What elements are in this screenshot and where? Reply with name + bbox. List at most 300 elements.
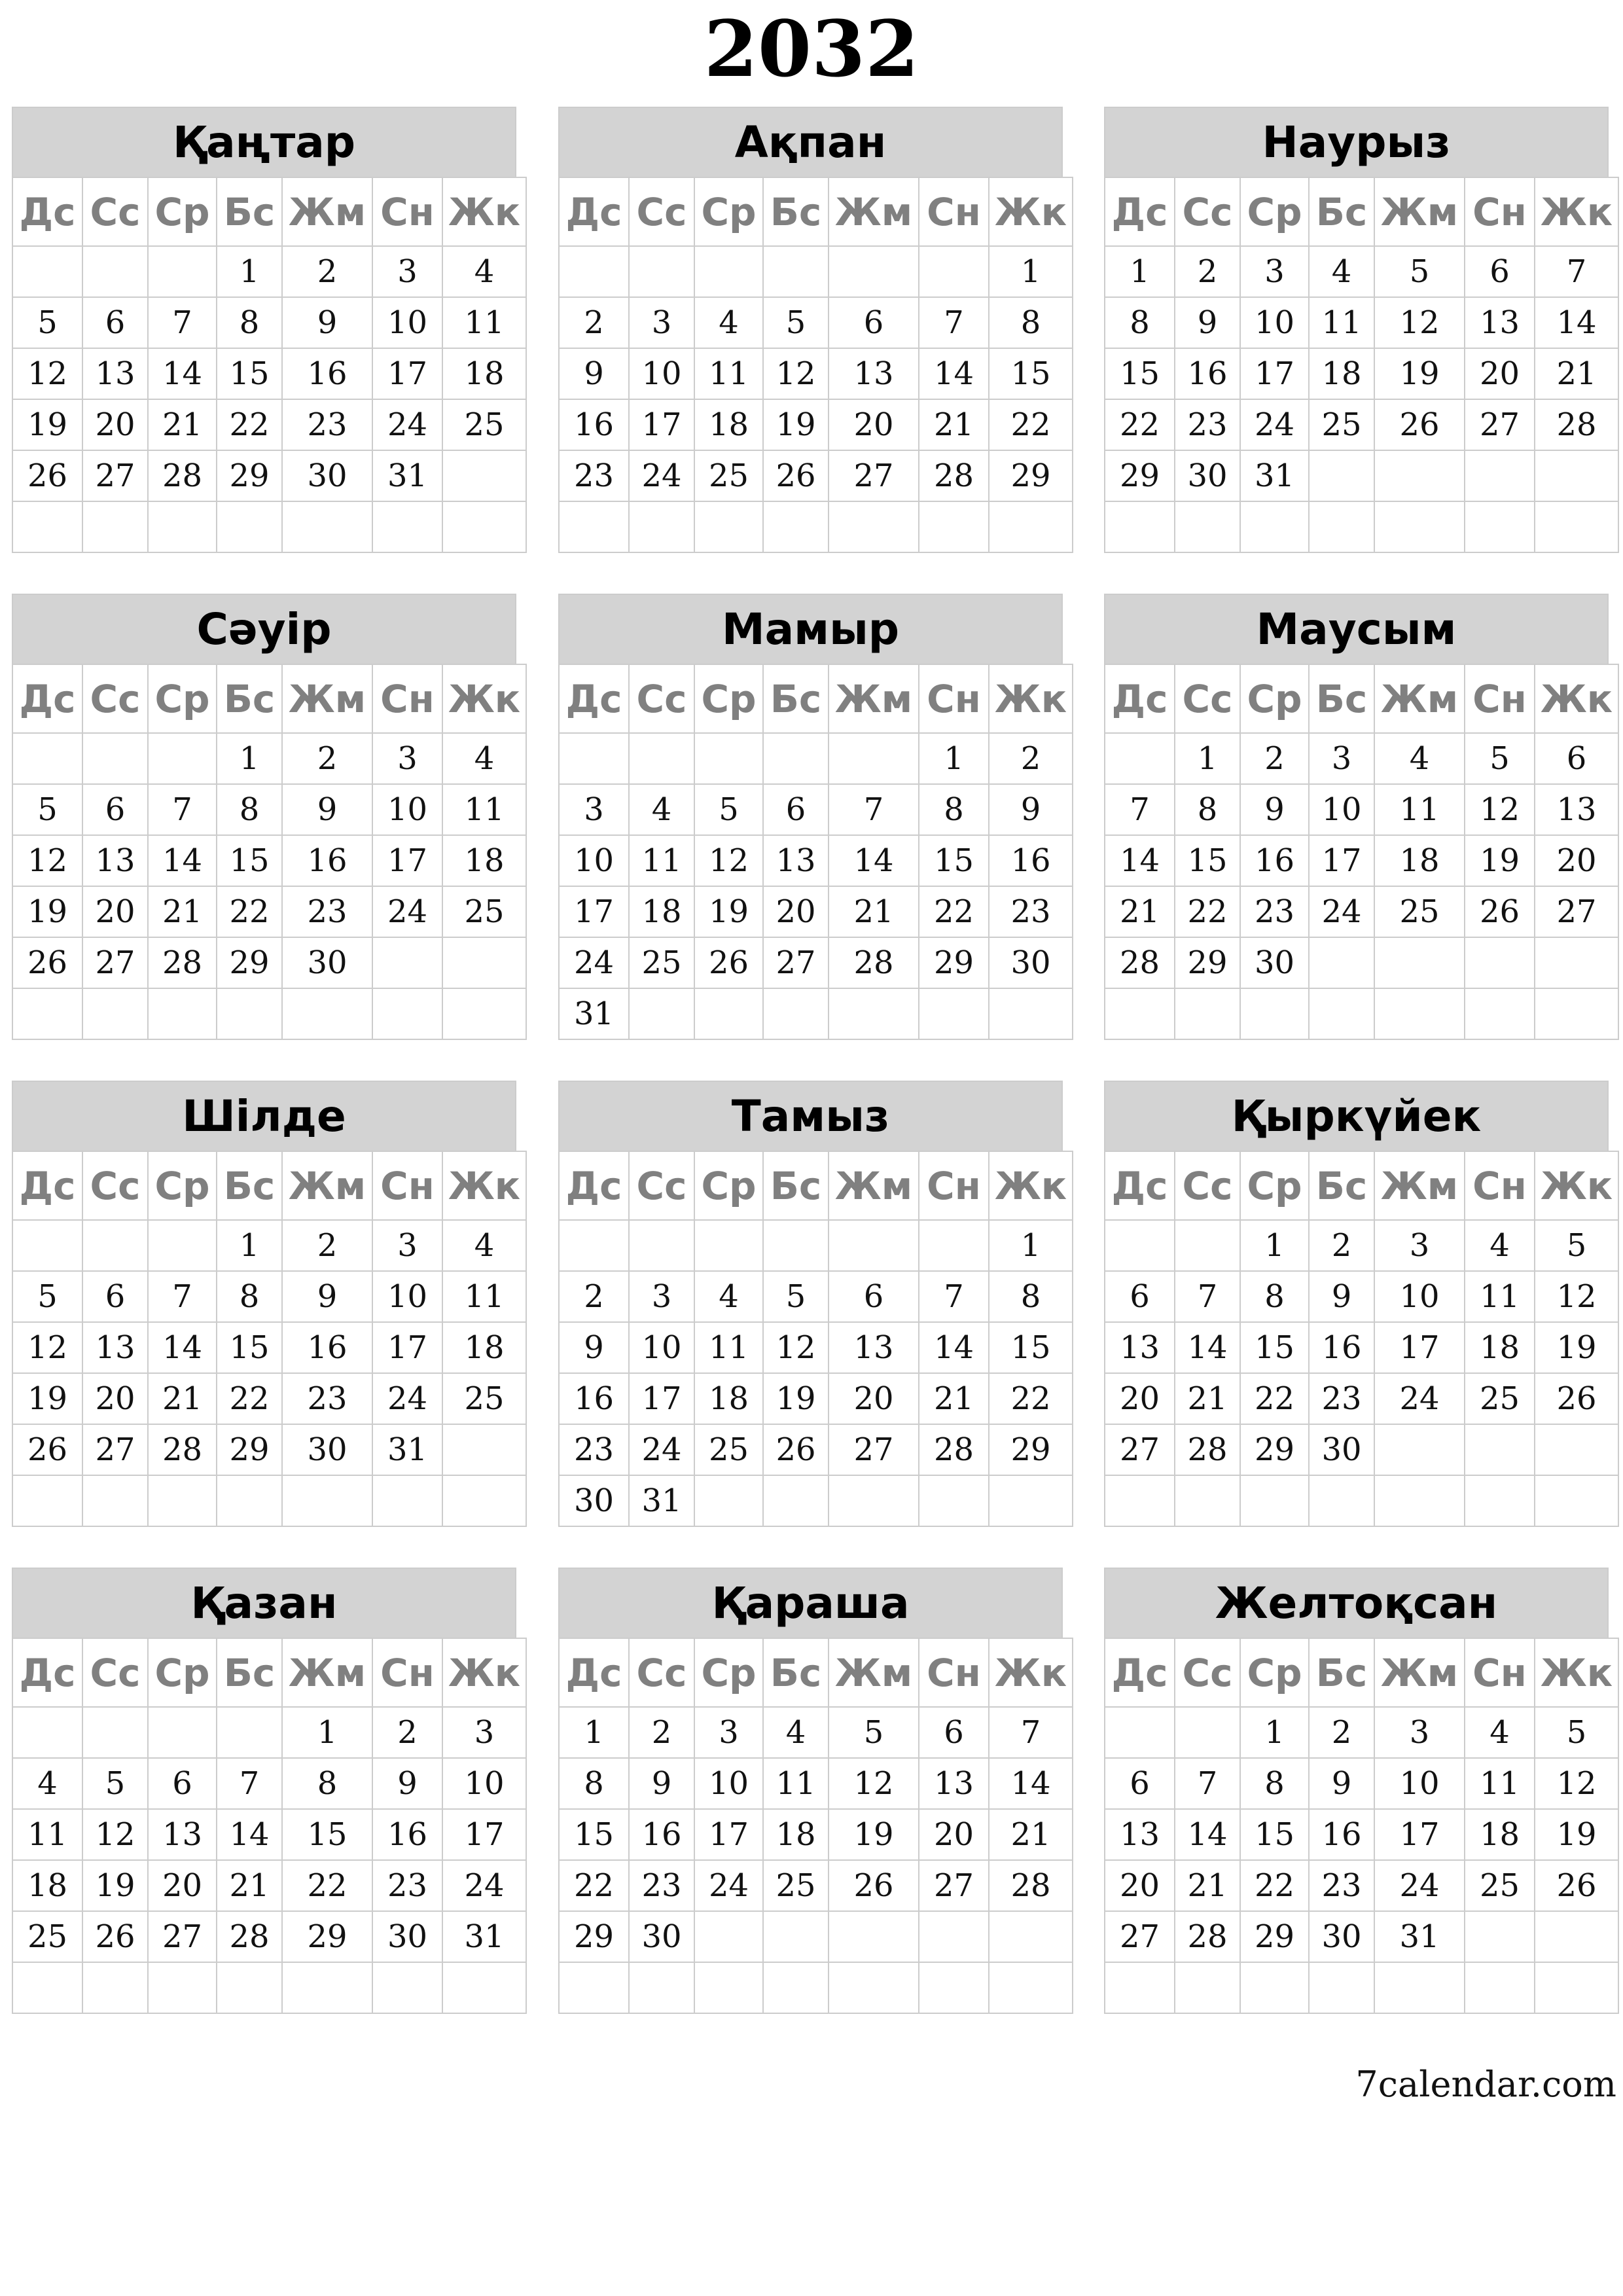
day-cell: 18 bbox=[1374, 835, 1465, 886]
day-cell: 11 bbox=[763, 1758, 829, 1809]
weekday-label: Ср bbox=[694, 1638, 763, 1707]
day-cell bbox=[763, 1220, 829, 1271]
day-cell: 11 bbox=[1309, 297, 1374, 348]
day-cell: 16 bbox=[282, 348, 372, 399]
day-cell: 3 bbox=[1374, 1220, 1465, 1271]
weekday-label: Дс bbox=[559, 1151, 629, 1220]
day-cell: 20 bbox=[1105, 1860, 1175, 1911]
day-cell: 19 bbox=[12, 886, 82, 937]
month-card bbox=[12, 107, 521, 553]
week-row bbox=[1105, 1271, 1618, 1322]
day-cell bbox=[282, 1962, 372, 2013]
day-cell: 2 bbox=[1240, 733, 1309, 784]
weekday-label: Бс bbox=[1309, 664, 1374, 733]
weekday-label: Ср bbox=[1240, 177, 1309, 246]
day-cell: 4 bbox=[629, 784, 694, 835]
day-cell: 11 bbox=[442, 1271, 526, 1322]
day-cell: 19 bbox=[829, 1809, 919, 1860]
week-row bbox=[1105, 501, 1618, 552]
day-cell bbox=[694, 1475, 763, 1526]
day-cell: 22 bbox=[1175, 886, 1240, 937]
week-row bbox=[12, 297, 526, 348]
day-cell bbox=[919, 246, 989, 297]
day-cell: 31 bbox=[559, 988, 629, 1039]
weekday-label: Дс bbox=[1105, 664, 1175, 733]
day-cell bbox=[12, 501, 82, 552]
day-cell: 30 bbox=[282, 450, 372, 501]
weekday-label: Сн bbox=[372, 664, 442, 733]
day-cell bbox=[82, 733, 148, 784]
day-cell: 17 bbox=[372, 1322, 442, 1373]
day-cell bbox=[1465, 1962, 1535, 2013]
day-cell: 2 bbox=[629, 1707, 694, 1758]
day-cell: 27 bbox=[829, 450, 919, 501]
day-cell: 14 bbox=[148, 348, 217, 399]
day-cell: 26 bbox=[1535, 1373, 1618, 1424]
weekday-label: Ср bbox=[694, 177, 763, 246]
day-cell: 25 bbox=[629, 937, 694, 988]
day-cell: 23 bbox=[629, 1860, 694, 1911]
day-cell bbox=[694, 1911, 763, 1962]
weekday-label: Жм bbox=[829, 177, 919, 246]
day-cell: 21 bbox=[919, 1373, 989, 1424]
month-grid bbox=[1104, 1151, 1619, 1527]
month-grid bbox=[12, 1151, 527, 1527]
day-cell: 17 bbox=[442, 1809, 526, 1860]
day-cell bbox=[763, 246, 829, 297]
day-cell bbox=[82, 501, 148, 552]
day-cell: 31 bbox=[1240, 450, 1309, 501]
week-row bbox=[1105, 1424, 1618, 1475]
day-cell: 25 bbox=[12, 1911, 82, 1962]
day-cell: 20 bbox=[829, 1373, 919, 1424]
month-grid bbox=[558, 1638, 1073, 2014]
day-cell bbox=[442, 937, 526, 988]
day-cell bbox=[12, 246, 82, 297]
day-cell: 12 bbox=[1465, 784, 1535, 835]
weekday-label: Бс bbox=[217, 1638, 282, 1707]
day-cell: 21 bbox=[1105, 886, 1175, 937]
weekday-label: Сс bbox=[82, 1638, 148, 1707]
week-row bbox=[559, 1707, 1073, 1758]
day-cell bbox=[1105, 1475, 1175, 1526]
week-row bbox=[1105, 246, 1618, 297]
day-cell: 18 bbox=[629, 886, 694, 937]
day-cell: 29 bbox=[217, 450, 282, 501]
day-cell bbox=[372, 988, 442, 1039]
day-cell: 18 bbox=[442, 835, 526, 886]
day-cell: 9 bbox=[282, 297, 372, 348]
day-cell bbox=[989, 501, 1073, 552]
day-cell: 22 bbox=[217, 399, 282, 450]
day-cell: 6 bbox=[763, 784, 829, 835]
month-grid bbox=[1104, 1638, 1619, 2014]
day-cell bbox=[694, 1220, 763, 1271]
day-cell bbox=[989, 1475, 1073, 1526]
day-cell: 11 bbox=[694, 348, 763, 399]
day-cell: 9 bbox=[559, 1322, 629, 1373]
day-cell: 8 bbox=[282, 1758, 372, 1809]
day-cell: 12 bbox=[694, 835, 763, 886]
day-cell: 28 bbox=[148, 937, 217, 988]
day-cell bbox=[1535, 1911, 1618, 1962]
day-cell: 9 bbox=[282, 784, 372, 835]
day-cell: 12 bbox=[12, 348, 82, 399]
day-cell: 9 bbox=[629, 1758, 694, 1809]
day-cell bbox=[442, 988, 526, 1039]
day-cell: 15 bbox=[989, 1322, 1073, 1373]
day-cell: 15 bbox=[217, 835, 282, 886]
day-cell bbox=[82, 1962, 148, 2013]
day-cell: 20 bbox=[82, 399, 148, 450]
day-cell: 31 bbox=[372, 450, 442, 501]
day-cell: 29 bbox=[217, 937, 282, 988]
weekday-header-row bbox=[559, 664, 1073, 733]
day-cell: 30 bbox=[1240, 937, 1309, 988]
weekday-label: Жк bbox=[1535, 177, 1618, 246]
day-cell: 23 bbox=[559, 450, 629, 501]
day-cell: 29 bbox=[919, 937, 989, 988]
week-row bbox=[559, 1860, 1073, 1911]
weekday-label: Сн bbox=[919, 1638, 989, 1707]
week-row bbox=[12, 784, 526, 835]
day-cell: 10 bbox=[1374, 1758, 1465, 1809]
day-cell: 2 bbox=[989, 733, 1073, 784]
day-cell: 20 bbox=[919, 1809, 989, 1860]
day-cell: 28 bbox=[919, 450, 989, 501]
day-cell: 13 bbox=[148, 1809, 217, 1860]
day-cell: 10 bbox=[1240, 297, 1309, 348]
day-cell bbox=[919, 1220, 989, 1271]
day-cell: 28 bbox=[829, 937, 919, 988]
day-cell: 10 bbox=[629, 1322, 694, 1373]
day-cell: 14 bbox=[829, 835, 919, 886]
day-cell bbox=[559, 1220, 629, 1271]
day-cell: 10 bbox=[372, 1271, 442, 1322]
day-cell bbox=[919, 1911, 989, 1962]
day-cell: 22 bbox=[217, 886, 282, 937]
day-cell: 1 bbox=[1175, 733, 1240, 784]
day-cell: 17 bbox=[1374, 1322, 1465, 1373]
week-row bbox=[12, 1271, 526, 1322]
day-cell bbox=[1374, 450, 1465, 501]
day-cell: 4 bbox=[694, 297, 763, 348]
day-cell: 22 bbox=[1240, 1373, 1309, 1424]
day-cell bbox=[282, 501, 372, 552]
day-cell: 7 bbox=[148, 1271, 217, 1322]
week-row bbox=[12, 835, 526, 886]
day-cell: 13 bbox=[82, 348, 148, 399]
weekday-label: Жм bbox=[1374, 1151, 1465, 1220]
day-cell: 14 bbox=[148, 1322, 217, 1373]
day-cell: 16 bbox=[282, 1322, 372, 1373]
day-cell: 5 bbox=[763, 297, 829, 348]
day-cell: 23 bbox=[282, 1373, 372, 1424]
weekday-label: Жм bbox=[1374, 177, 1465, 246]
day-cell: 13 bbox=[82, 1322, 148, 1373]
week-row bbox=[559, 988, 1073, 1039]
weekday-label: Жк bbox=[1535, 1151, 1618, 1220]
day-cell bbox=[442, 450, 526, 501]
day-cell: 2 bbox=[282, 246, 372, 297]
weekday-label: Жм bbox=[1374, 664, 1465, 733]
day-cell: 7 bbox=[1105, 784, 1175, 835]
day-cell: 12 bbox=[763, 348, 829, 399]
day-cell: 19 bbox=[1535, 1322, 1618, 1373]
day-cell: 8 bbox=[1240, 1271, 1309, 1322]
day-cell: 17 bbox=[559, 886, 629, 937]
day-cell: 27 bbox=[1535, 886, 1618, 937]
weekday-label: Бс bbox=[763, 1151, 829, 1220]
week-row bbox=[12, 1373, 526, 1424]
day-cell: 16 bbox=[1309, 1322, 1374, 1373]
week-row bbox=[559, 1809, 1073, 1860]
weekday-label: Бс bbox=[1309, 177, 1374, 246]
day-cell: 5 bbox=[1374, 246, 1465, 297]
day-cell: 24 bbox=[372, 886, 442, 937]
day-cell: 20 bbox=[1105, 1373, 1175, 1424]
day-cell bbox=[829, 1962, 919, 2013]
day-cell: 24 bbox=[694, 1860, 763, 1911]
day-cell: 10 bbox=[1374, 1271, 1465, 1322]
day-cell: 2 bbox=[282, 733, 372, 784]
weekday-label: Жм bbox=[282, 1151, 372, 1220]
day-cell: 4 bbox=[694, 1271, 763, 1322]
day-cell bbox=[1105, 733, 1175, 784]
weekday-label: Сн bbox=[1465, 177, 1535, 246]
day-cell: 15 bbox=[217, 1322, 282, 1373]
day-cell bbox=[829, 246, 919, 297]
day-cell: 29 bbox=[1240, 1424, 1309, 1475]
day-cell: 16 bbox=[989, 835, 1073, 886]
day-cell bbox=[1465, 1475, 1535, 1526]
day-cell: 18 bbox=[1465, 1322, 1535, 1373]
day-cell: 30 bbox=[282, 1424, 372, 1475]
day-cell: 3 bbox=[629, 1271, 694, 1322]
day-cell: 6 bbox=[82, 1271, 148, 1322]
month-card bbox=[12, 1081, 521, 1527]
day-cell: 11 bbox=[442, 784, 526, 835]
week-row bbox=[12, 1860, 526, 1911]
day-cell bbox=[989, 988, 1073, 1039]
day-cell bbox=[919, 988, 989, 1039]
day-cell: 19 bbox=[763, 399, 829, 450]
day-cell: 6 bbox=[82, 784, 148, 835]
day-cell: 15 bbox=[989, 348, 1073, 399]
month-grid bbox=[12, 1638, 527, 2014]
month-card bbox=[558, 1568, 1067, 2014]
week-row bbox=[559, 937, 1073, 988]
day-cell: 1 bbox=[1240, 1220, 1309, 1271]
weekday-label: Жм bbox=[829, 1638, 919, 1707]
weekday-label: Сс bbox=[629, 177, 694, 246]
day-cell: 15 bbox=[559, 1809, 629, 1860]
day-cell: 3 bbox=[1374, 1707, 1465, 1758]
day-cell: 21 bbox=[148, 886, 217, 937]
day-cell: 3 bbox=[372, 1220, 442, 1271]
weekday-label: Сн bbox=[1465, 1638, 1535, 1707]
day-cell: 25 bbox=[763, 1860, 829, 1911]
day-cell: 12 bbox=[12, 1322, 82, 1373]
day-cell: 1 bbox=[989, 1220, 1073, 1271]
day-cell: 18 bbox=[442, 348, 526, 399]
day-cell bbox=[559, 1962, 629, 2013]
day-cell bbox=[217, 1962, 282, 2013]
day-cell: 26 bbox=[1374, 399, 1465, 450]
day-cell bbox=[148, 1707, 217, 1758]
week-row bbox=[1105, 784, 1618, 835]
day-cell bbox=[372, 501, 442, 552]
day-cell: 3 bbox=[1240, 246, 1309, 297]
day-cell bbox=[1309, 988, 1374, 1039]
month-name: Сәуір bbox=[12, 594, 516, 664]
day-cell: 18 bbox=[694, 399, 763, 450]
month-name: Қазан bbox=[12, 1568, 516, 1638]
day-cell: 3 bbox=[694, 1707, 763, 1758]
day-cell: 18 bbox=[694, 1373, 763, 1424]
week-row bbox=[12, 399, 526, 450]
weekday-header-row bbox=[12, 1638, 526, 1707]
day-cell: 9 bbox=[1175, 297, 1240, 348]
month-grid bbox=[12, 177, 527, 553]
week-row bbox=[12, 1322, 526, 1373]
weekday-label: Дс bbox=[559, 664, 629, 733]
day-cell bbox=[282, 1475, 372, 1526]
weekday-label: Сс bbox=[1175, 1638, 1240, 1707]
day-cell: 26 bbox=[12, 1424, 82, 1475]
month-grid bbox=[558, 1151, 1073, 1527]
day-cell bbox=[372, 1475, 442, 1526]
day-cell: 20 bbox=[1465, 348, 1535, 399]
weekday-label: Дс bbox=[559, 177, 629, 246]
day-cell: 26 bbox=[694, 937, 763, 988]
week-row bbox=[559, 1911, 1073, 1962]
day-cell: 30 bbox=[372, 1911, 442, 1962]
day-cell: 4 bbox=[1374, 733, 1465, 784]
week-row bbox=[1105, 399, 1618, 450]
day-cell bbox=[442, 1475, 526, 1526]
day-cell: 31 bbox=[1374, 1911, 1465, 1962]
day-cell bbox=[1105, 988, 1175, 1039]
day-cell bbox=[629, 246, 694, 297]
month-name: Ақпан bbox=[558, 107, 1063, 177]
weekday-label: Сн bbox=[372, 1638, 442, 1707]
day-cell: 11 bbox=[442, 297, 526, 348]
week-row bbox=[1105, 1220, 1618, 1271]
week-row bbox=[12, 450, 526, 501]
weekday-label: Ср bbox=[1240, 664, 1309, 733]
week-row bbox=[1105, 835, 1618, 886]
day-cell: 23 bbox=[282, 399, 372, 450]
day-cell bbox=[1175, 1220, 1240, 1271]
day-cell: 27 bbox=[148, 1911, 217, 1962]
weekday-label: Сн bbox=[1465, 1151, 1535, 1220]
month-card bbox=[12, 594, 521, 1040]
weekday-label: Жм bbox=[1374, 1638, 1465, 1707]
day-cell bbox=[763, 501, 829, 552]
month-grid bbox=[558, 664, 1073, 1040]
week-row bbox=[559, 246, 1073, 297]
day-cell: 8 bbox=[989, 297, 1073, 348]
day-cell: 21 bbox=[1175, 1860, 1240, 1911]
day-cell: 6 bbox=[82, 297, 148, 348]
day-cell: 17 bbox=[372, 835, 442, 886]
day-cell: 8 bbox=[217, 297, 282, 348]
month-name: Наурыз bbox=[1104, 107, 1609, 177]
day-cell: 27 bbox=[82, 450, 148, 501]
day-cell bbox=[1240, 1962, 1309, 2013]
day-cell: 9 bbox=[559, 348, 629, 399]
week-row bbox=[559, 297, 1073, 348]
day-cell: 24 bbox=[372, 1373, 442, 1424]
day-cell bbox=[694, 501, 763, 552]
day-cell bbox=[1105, 501, 1175, 552]
day-cell: 5 bbox=[1535, 1220, 1618, 1271]
day-cell bbox=[1374, 501, 1465, 552]
day-cell: 7 bbox=[217, 1758, 282, 1809]
week-row bbox=[559, 1962, 1073, 2013]
weekday-label: Сн bbox=[919, 664, 989, 733]
day-cell: 17 bbox=[1374, 1809, 1465, 1860]
day-cell bbox=[1309, 937, 1374, 988]
day-cell: 12 bbox=[1374, 297, 1465, 348]
day-cell bbox=[442, 501, 526, 552]
week-row bbox=[559, 399, 1073, 450]
day-cell: 26 bbox=[12, 450, 82, 501]
week-row bbox=[12, 348, 526, 399]
weekday-label: Жк bbox=[442, 1151, 526, 1220]
day-cell: 17 bbox=[694, 1809, 763, 1860]
day-cell bbox=[1535, 450, 1618, 501]
weekday-label: Ср bbox=[694, 664, 763, 733]
day-cell: 21 bbox=[217, 1860, 282, 1911]
month-grid bbox=[12, 664, 527, 1040]
day-cell: 29 bbox=[282, 1911, 372, 1962]
day-cell: 13 bbox=[919, 1758, 989, 1809]
month-card bbox=[1104, 594, 1613, 1040]
day-cell: 12 bbox=[829, 1758, 919, 1809]
day-cell: 2 bbox=[559, 297, 629, 348]
day-cell: 25 bbox=[1309, 399, 1374, 450]
weekday-header-row bbox=[559, 1151, 1073, 1220]
weekday-label: Сн bbox=[372, 177, 442, 246]
month-card bbox=[558, 594, 1067, 1040]
day-cell bbox=[148, 733, 217, 784]
day-cell: 22 bbox=[217, 1373, 282, 1424]
day-cell: 20 bbox=[148, 1860, 217, 1911]
day-cell: 18 bbox=[763, 1809, 829, 1860]
day-cell: 4 bbox=[763, 1707, 829, 1758]
day-cell: 27 bbox=[82, 1424, 148, 1475]
week-row bbox=[12, 937, 526, 988]
day-cell: 7 bbox=[148, 784, 217, 835]
day-cell: 9 bbox=[372, 1758, 442, 1809]
week-row bbox=[12, 501, 526, 552]
weekday-label: Сс bbox=[1175, 177, 1240, 246]
day-cell: 4 bbox=[1465, 1220, 1535, 1271]
weekday-label: Сн bbox=[919, 1151, 989, 1220]
weekday-label: Сс bbox=[629, 1638, 694, 1707]
day-cell: 14 bbox=[989, 1758, 1073, 1809]
day-cell: 5 bbox=[829, 1707, 919, 1758]
day-cell: 17 bbox=[372, 348, 442, 399]
day-cell bbox=[763, 1962, 829, 2013]
day-cell: 10 bbox=[442, 1758, 526, 1809]
day-cell: 25 bbox=[694, 450, 763, 501]
day-cell: 29 bbox=[989, 450, 1073, 501]
day-cell: 13 bbox=[1535, 784, 1618, 835]
day-cell: 8 bbox=[1105, 297, 1175, 348]
